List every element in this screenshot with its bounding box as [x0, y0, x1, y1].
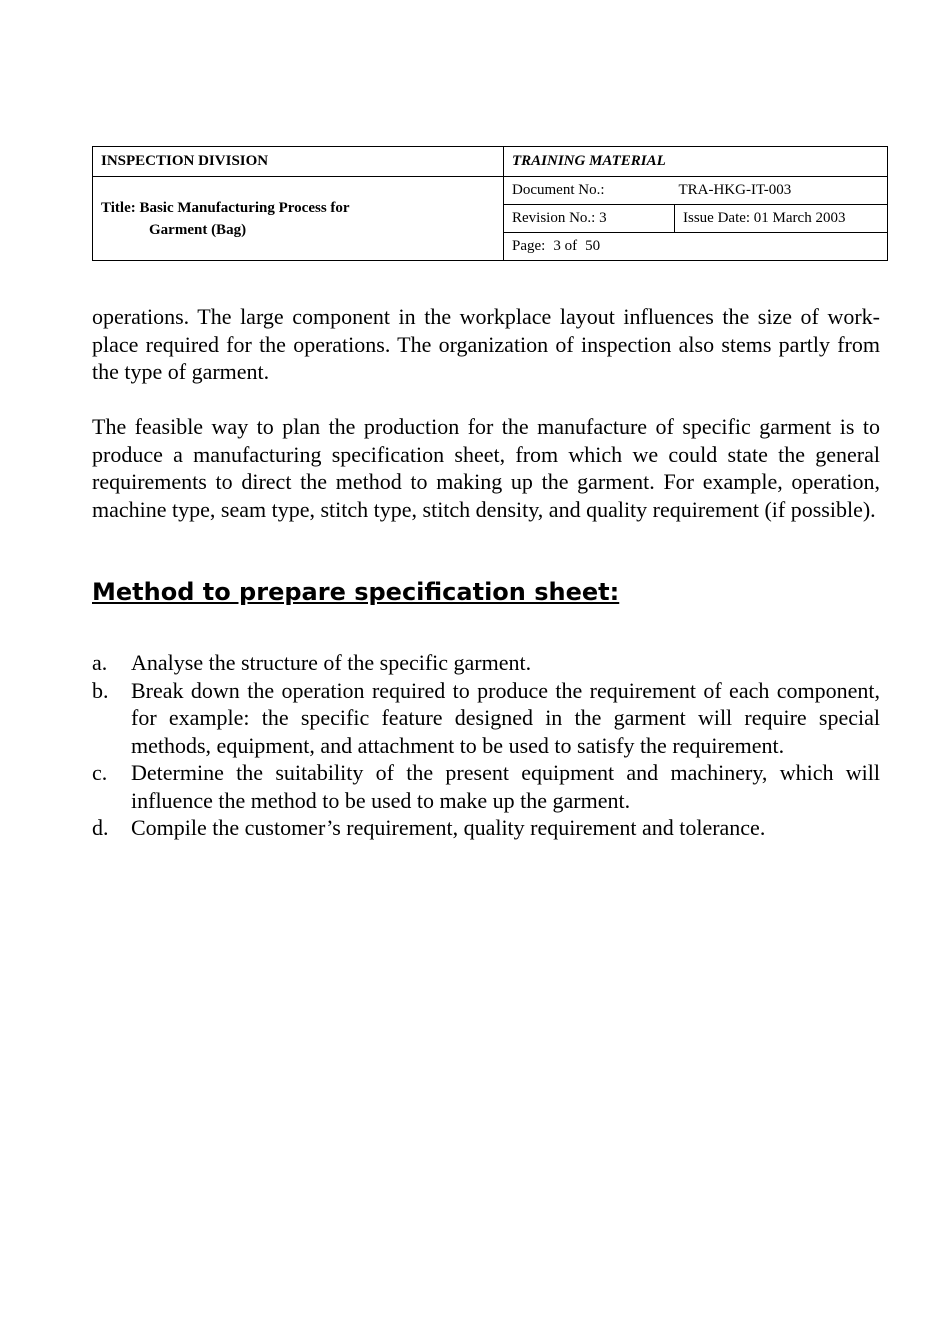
page-total: 50	[585, 238, 601, 254]
list-item	[92, 649, 880, 677]
training-material-cell: TRAINING MATERIAL	[504, 147, 888, 177]
page-label: Page:	[512, 238, 546, 254]
document-number-label: Document No.:	[512, 182, 605, 198]
section-heading: Method to prepare specification sheet:	[92, 578, 620, 606]
document-number-cell	[504, 177, 888, 205]
list-marker: b.	[92, 677, 109, 703]
document-title	[93, 177, 504, 261]
list-item-text: Determine the suitability of the present equipment and machinery, which will influence the method to be used to make up the garment.	[131, 760, 880, 813]
document-header-table	[92, 146, 888, 261]
list-marker: a.	[92, 650, 108, 675]
list-item-text: Analyse the structure of the specific garment.	[131, 650, 532, 675]
list-item-text: Break down the operation required to produce the requirement of each component, for example: the specific feature designed in the garment will require special methods, equipment, and attachment to be used to satisfy the requirement.	[131, 677, 880, 758]
title-line-2: Garment (Bag)	[149, 221, 247, 238]
title-line-1: Title: Basic Manufacturing Process for	[101, 199, 350, 216]
body-paragraph-2: The feasible way to plan the production for the manufacture of specific garment is to produce a manufacturing specification sheet, from which we could state the general requirements to direct the method to making up the garment. For example, operation, machine type, seam type, stitch type, stitch density, and quality requirement (if possible).	[92, 414, 880, 522]
division-cell: INSPECTION DIVISION	[93, 147, 504, 177]
revision-cell: Revision No.: 3	[504, 205, 675, 233]
document-number-value: TRA-HKG-IT-003	[678, 182, 792, 198]
list-item-text: Compile the customer’s requirement, quality requirement and tolerance.	[131, 815, 766, 840]
list-marker: c.	[92, 760, 108, 785]
issue-date-cell: Issue Date: 01 March 2003	[675, 205, 888, 233]
list-item	[92, 759, 880, 814]
list-marker: d.	[92, 815, 109, 840]
steps-list	[92, 649, 880, 842]
page-number-cell	[504, 233, 888, 261]
list-item	[92, 677, 880, 760]
body-paragraph-1: operations. The large component in the workplace layout influences the size of work-place required for the operations. The organization of inspection also stems partly from the type of garment.	[92, 304, 880, 384]
list-item	[92, 814, 880, 842]
page-current: 3 of	[553, 238, 578, 254]
